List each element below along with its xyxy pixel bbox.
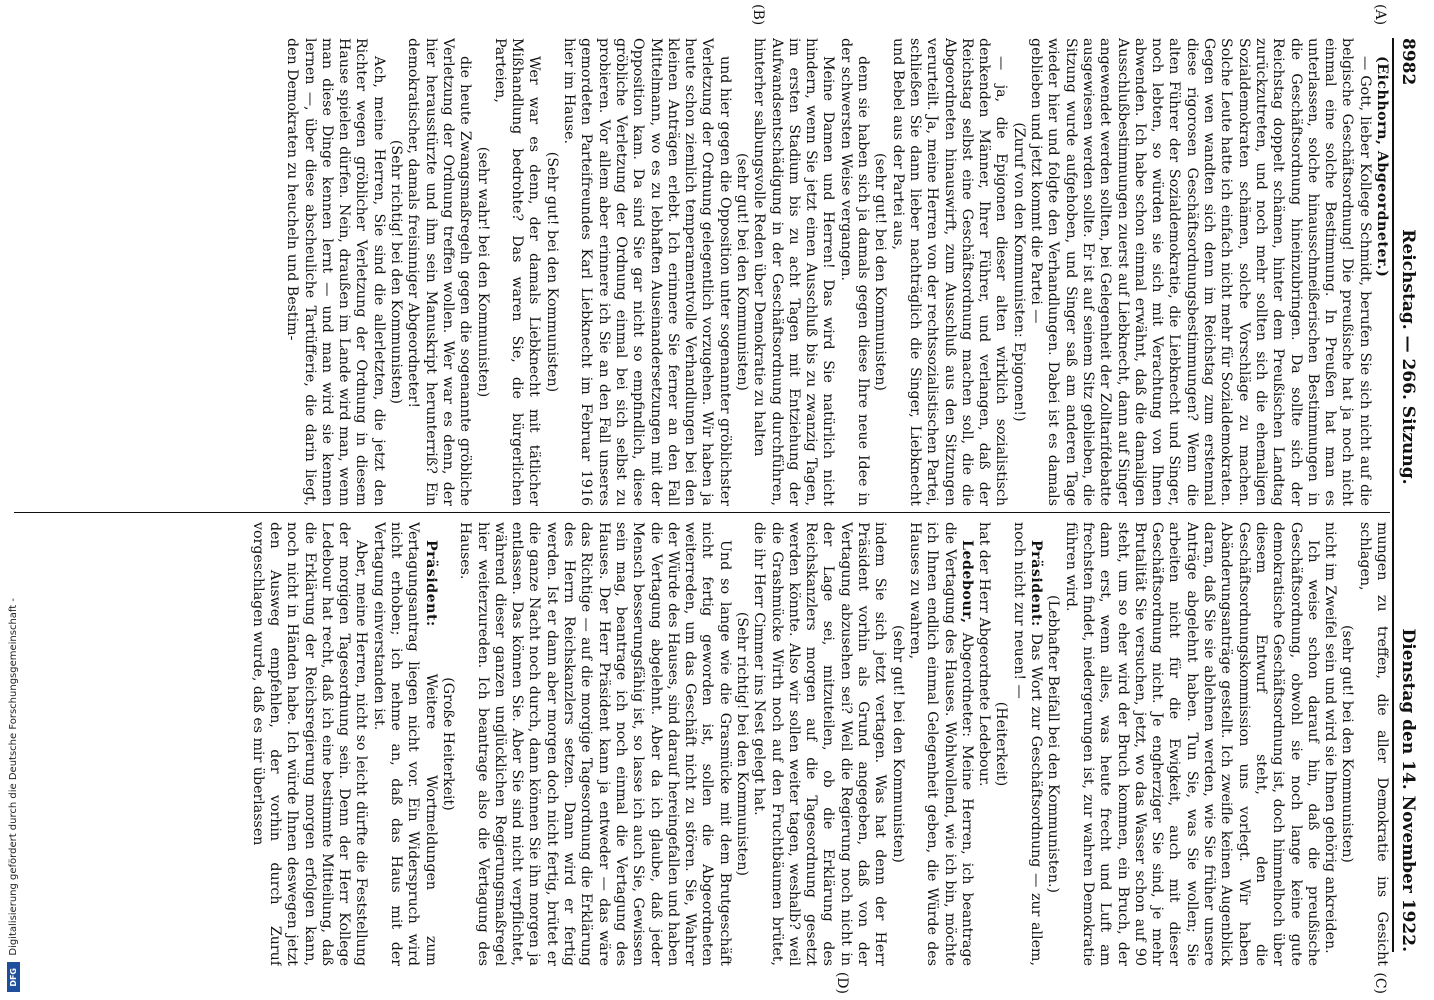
session-label: — 266. Sitzung. [1398,335,1418,485]
paragraph-text: (Sehr gut! bei den Kommunisten) [543,151,560,393]
paragraph-text: Aber, meine Herren, nicht so leicht dürfte die Feststellung der morgigen Tagesordnung sein. Denn der Herr Kollege Ledebour hat recht, daß ich eine bestimmte Mitteilung, daß die Erklärung der Reichsregierung morgen erfolgen kann, noch nicht in Händen habe. Ich würde Ihnen deswegen jetzt den Ausweg empfehlen, der vorhin durch Zuruf vorgeschlagen wurde, daß es mir überlassen [249,522,370,966]
speech-paragraph [1027,38,1373,506]
paragraph-text: — ja, die Epigonen dieser alten wirklich sozialistisch denkenden Männer, Ihrer Führer, und verlangen, daß der Reichstag selbst eine Geschäftsordnung machen soll, die die Abgeordneten hinauswirft, zum Ausschluß aus den Sitzungen verurteilt. Ja, meine Herren von der rechtssozialistischen Partei, schließen Sie dann lieber nachträglich die Singer, Liebknecht und Bebel aus der Partei aus, [889,38,1010,506]
margin-marker-b: (B) [750,4,766,26]
paragraph-text: nicht im Zweifel sein und wird sie Ihnen gehörig ankreiden. [1322,522,1339,954]
speaker-name: Präsident: [1028,540,1045,634]
margin-marker-a: (A) [1372,4,1388,26]
stage-direction [1009,38,1026,506]
speech-paragraph [404,38,473,506]
column-right [248,522,1390,966]
paragraph-text: Wer war es denn, der damals Liebknecht mit tätlicher Mißhandlung bedrohte? Das waren Sie, die bürgerlichen Parteien, [491,38,543,506]
paragraph-text: Weitere Wortmeldungen zum Vertagungsantrag liegen nicht vor. Ein Widerspruch wird nicht erhoben; ich nehme an, daß das Haus mit der Vertagung einverstanden ist. [370,522,439,966]
stage-direction [871,38,888,506]
column-left [283,38,1390,506]
paragraph-text: Meine Damen und Herren! Das wird Sie natürlich nicht hindern, wenn Sie jetzt einen Ausschluß bis zu zwanzig Tagen, im ersten Stadium bis zu acht Tagen mit Entziehung der Aufwandsentschädigung in der Geschäftsordnung durchführen, hinterher salbungsvolle Reden über Demokratie zu halten [751,38,837,506]
paragraph-text: (sehr gut! bei den Kommunisten) [872,153,889,391]
speech-paragraph [283,38,387,506]
speech-paragraph [1355,522,1390,966]
paragraph-text: (sehr gut! bei den Kommunisten) [889,625,906,863]
speech-paragraph [456,522,733,966]
paragraph-text: (Sehr richtig! bei den Kommunisten) [734,611,751,877]
paragraph-text: Das Wort zur Geschäftsordnung — zur allem, noch nicht zur neuen! — [1010,522,1045,966]
paragraph-text: (sehr gut! bei den Kommunisten) [734,153,751,391]
paragraph-text: (sehr gut! bei den Kommunisten) [1339,625,1356,863]
running-title [1398,229,1418,484]
paragraph-text: und hier gegen die Opposition unter sogenannter gröblichster Verletzung der Ordnung gelegentlich vorzugehen. Wir haben ja heute schon ziemlich temperamentvolle Verhandlungen bei den kleinen Anträgen erlebt. Ich erinnere Sie ferner an den Fall Mittelmann, wo es zu lebhaften Auseinandersetzungen mit der Opposition kam. Da sind Sie gar nicht so empfindlich, diese gröbliche Verletzung der Ordnung einmal bei sich selbst zu probieren. Vor allem aber erinnere ich Sie an den Fall unseres gemordeten Parteifreundes Karl Liebknecht im Februar 1916 hier im Hause. [561,38,733,506]
paragraph-text: (Lebhafter Beifall bei den Kommunisten.) [1045,594,1062,893]
speech-paragraph [906,522,975,966]
speaker-name: Präsident: [422,540,439,674]
paragraph-text: (Heiterkeit) [993,701,1010,787]
paragraph-text: (sehr wahr! bei den Kommunisten) [474,146,491,398]
speech-paragraph [248,522,369,966]
credit-text: Digitalisierung gefördert durch die Deutsche Forschungsgemeinschaft - [7,598,19,956]
speech-paragraph [750,38,836,506]
speech-paragraph [1321,522,1338,966]
stage-direction [992,522,1009,966]
paragraph-text: (Sehr richtig! bei den Kommunisten) [388,139,405,405]
page-header [1392,38,1428,952]
speech-paragraph [888,38,1009,506]
paragraph-text: denn sie haben sich ja damals gegen diese Ihre neue Idee in der schwersten Weise vergangen. [837,38,872,506]
speech-paragraph [837,38,872,506]
speech-paragraph [975,522,992,966]
speech-paragraph [491,38,543,506]
speech-paragraph [560,38,733,506]
paragraph-text: (Große Heiterkeit) [439,677,456,811]
paragraph-text: Ich weise schon darauf hin, daß die preußische Geschäftsordnung, obwohl sie noch lange keine gute demokratische Geschäftsordnung ist, doch himmelhoch über diesem Entwurf steht, den die Geschäftsordnungskommission uns vorlegt. Wir haben Abänderungsanträge gestellt. Ich zweifle keinen Augenblick daran, daß Sie sie ablehnen werden, wie Sie früher unsere Anträge abgelehnt haben. Tun Sie, was Sie wollen; Sie arbeiten nicht für die Ewigkeit, auch mit dieser Geschäftsordnung nicht. Je engherziger Sie sind, je mehr Brutalität Sie versuchen, jetzt, wo das Wasser schon auf 90 steht, um so eher wird der Bruch kommen, ein Bruch, der dann erst, wenn alles, was heute frecht und Luft am frechsten findet, niedergerungen ist, zur wahren Demokratie führen wird. [1062,522,1321,966]
dfg-logo-text: DFG [8,967,18,987]
speech-paragraph [750,522,888,966]
paragraph-text: mungen zu treffen, die aller Demokratie ins Gesicht schlagen, [1356,522,1390,966]
stage-direction [733,38,750,506]
session-date: Dienstag den 14. November 1922. [1398,628,1418,952]
publication-name: Reichstag. [1398,229,1418,330]
stage-direction [888,522,905,966]
paragraph-text: hat der Herr Abgeordnete Ledebour. [976,522,993,787]
paragraph-text: Abgeordneter: Meine Herren, ich beantrage die Vertagung des Hauses. Wohlwollend, wie ich bin, möchte ich Ihnen endlich einmal Gelegenheit geben, die Würde des Hauses zu wahren, [906,522,975,966]
text-columns [14,4,1390,994]
paragraph-text: — Gott, lieber Kollege Schmidt, berufen Sie sich nicht auf die belgische Geschäftsordnung! Die preußische hat ja noch nicht einmal eine solche Bestimmung. In Preußen hat man es unterlassen, solche hinausschmeißerischen Bestimmungen in die Geschäftsordnung hineinzubringen. Da sollte sich der Reichstag doppelt schämen, hinter dem Preußischen Landtag zurückzutreten, und noch mehr sollten sich die ehemaligen Sozialdemokraten schämen, solche Vorschläge zu machen. Solche Leute hatte ich einfach nicht mehr für Sozialdemokraten. Gegen wen wandten sich denn im Reichstag zum erstenmal diese rigorosen Geschäftsordnungsbestimmungen? Wenn die alten Führer der Sozialdemokratie, die Liebknecht und Singer, noch lebten, so würden sie sich mit Verachtung von Ihnen abwenden. Ich habe schon einmal erwähnt, daß die damaligen Ausschlußbestimmungen zuerst auf Liebknecht, dann auf Singer angewendet werden sollten, bei Gelegenheit der Zolltarifdebatte ausgewiesen werden sollte. Er ist auf seinem Sitz geblieben, die Sitzung wurde aufgehoben, und Singer saß am anderen Tage wieder hier und folgte den Verhandlungen. Dabei ist es damals geblieben und jetzt kommt die Partei — [1028,38,1373,506]
stage-direction [1044,522,1061,966]
stage-direction [387,38,404,506]
stage-direction [733,522,750,966]
paragraph-text: (Zuruf von den Kommunisten: Epigonen!) [1010,122,1027,422]
column-divider [14,512,1390,513]
margin-marker-d: (D) [834,971,850,994]
stage-direction [439,522,456,966]
speaker-name: Ledebour, [958,540,975,633]
stage-direction [1338,522,1355,966]
speech-paragraph [1009,522,1044,966]
page-number: 8982 [1398,38,1418,86]
paragraph-text: Ach, meine Herren, Sie sind die allerletzten, die jetzt den Richter wegen gröblicher Verletzung der Ordnung in diesem Hause spielen dürfen. Nein, draußen im Lande wird man, wenn man diese Dinge kennen lernt — und man wird sie kennen lernen —, über diese abscheuliche Tartüfferie, die darin liegt, den Demokraten zu heucheln und Bestim- [284,38,387,506]
speaker-name: (Eichhorn, Abgeordneter.) [1374,56,1390,278]
paragraph-text: Und so lange wie die Grasmücke mit dem Brutgeschäft nicht fertig geworden ist, sollen die Abgeordneten weiterreden, um das Geschäft nicht zu stören. Sie, Wahrer der Würde des Hauses, sind darauf hereingefallen und haben die Vertagung abgelehnt. Aber da ich glaube, daß jeder Mensch besserungsfähig ist, so lasse ich auch Sie, Gewissen sein mag, beantrage ich noch einmal die Vertagung des Hauses. Der Herr Präsident kann ja entweder — das wäre das Richtige — auf die morgige Tagesordnung die Erklärung des Herrn Reichskanzlers setzen. Dann wird er fertig werden. Ist er dann aber morgen doch nicht fertig, brütet er die ganze Nacht noch durch, dann können Sie ihn morgen ja entlassen. Das können Sie. Aber Sie sind nicht verpflichtet, während dieser ganzen unglücklichen Regierungsmaßregel hier weiterzureden. Ich beantrage also die Vertagung des Hauses. [457,522,733,966]
margin-marker-c: (C) [1372,972,1388,994]
stage-direction [473,38,490,506]
paragraph-text: die heute Zwangsmaßregeln gegen die sogenannte gröbliche Verletzung der Ordnung treffen wollen. Wer war es denn, der hier herausstürzte und ihm sein Manuskript herunterriß? Ein demokratischer, damals freisinniger Abgeordneter! [405,38,474,506]
stage-direction [542,38,559,506]
speech-paragraph [1061,522,1320,966]
speech-paragraph [1373,38,1390,506]
paragraph-text: indem Sie sich jetzt vertagen. Was hat denn der Herr Präsident vorhin als Grund angegeben, daß von der Vertagung abzusehen sei? Weil die Regierung noch nicht in der Lage sei, mitzuteilen, ob die Erklärung des Reichskanzlers morgen auf die Tagesordnung gesetzt werden könnte. Also wir sollen weiter tagen, weshalb? weil die Grashmücke Wirth noch auf den Fruchtbäumen brütet, die ihr Herr Cimmer ins Nest gelegt hat. [751,522,889,966]
speech-paragraph [369,522,438,966]
